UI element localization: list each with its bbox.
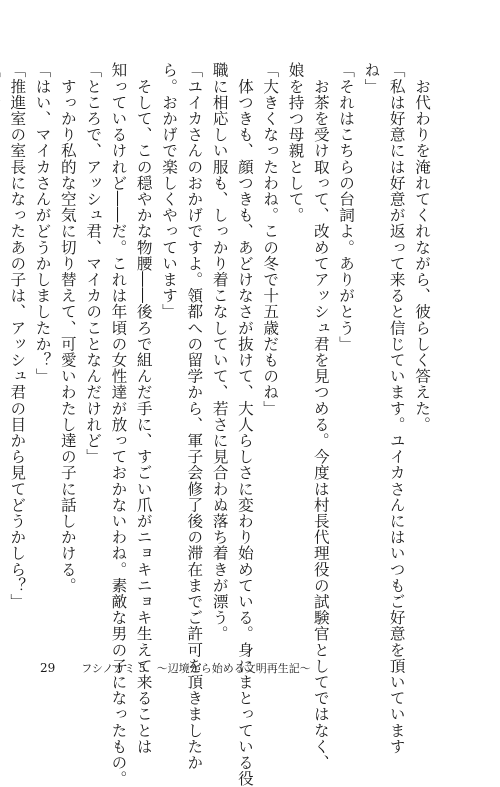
text-line: 「はい、マイカさんがどうかしましたか？」 [33, 62, 52, 384]
text-line: ら。おかげで楽しくやっています」 [160, 62, 179, 320]
book-title: フシノカミ 5 ～辺境から始める文明再生記～ [81, 662, 311, 675]
text-line: 「ところで、アッシュ君、マイカのことなんだけれど」 [84, 62, 103, 465]
text-line: お代わりを淹れてくれながら、彼らしく答えた。 [413, 62, 431, 433]
text-line: 知っているけれど――だ。これは年頃の女性達が放っておかないわね。素敵な男の子になったもの。 [109, 62, 128, 787]
text-line: お茶を受け取って、改めてアッシュ君を見つめる。今度は村長代理役の試験官としてではなく、 [311, 62, 330, 771]
text-line: すっかり私的な空気に切り替えて、可愛いわたし達の子に話しかける。 [58, 62, 77, 594]
text-line: そして、この穏やかな物腰――後ろで組んだ手に、すごい爪がニョキニョキ生えて来ることは [134, 62, 153, 755]
text-line: 「それはこちらの台詞よ。ありがとう」 [337, 62, 356, 352]
text-line: 職に相応しい服も、しっかり着こなしていて、若さに見合わぬ落ち着きが漂う。 [210, 62, 229, 642]
text-line: 「ユイカさんのおかげですよ。領都への留学から、軍子会修了後の滞在までご許可を頂きましたか [185, 62, 204, 771]
text-line: 娘を持つ母親として。 [286, 62, 305, 223]
page-number: 29 [40, 661, 56, 675]
text-line: 「推進室の室長になったあの子は、アッシュ君の目から見てどうかしら？」 [8, 62, 27, 610]
text-line: 「大きくなったわね。この冬で十五歳だものね」 [261, 62, 280, 417]
page-footer [40, 660, 311, 676]
text-line: 「私は好意には好意が返って来ると信じています。ユイカさんにはいつもご好意を頂いています [387, 62, 406, 755]
text-line: ね」 [362, 62, 381, 95]
text-line: 体つきも、顔つきも、あどけなさが抜けて、大人らしさに変わり始めている。身にまとっている役 [235, 62, 254, 787]
